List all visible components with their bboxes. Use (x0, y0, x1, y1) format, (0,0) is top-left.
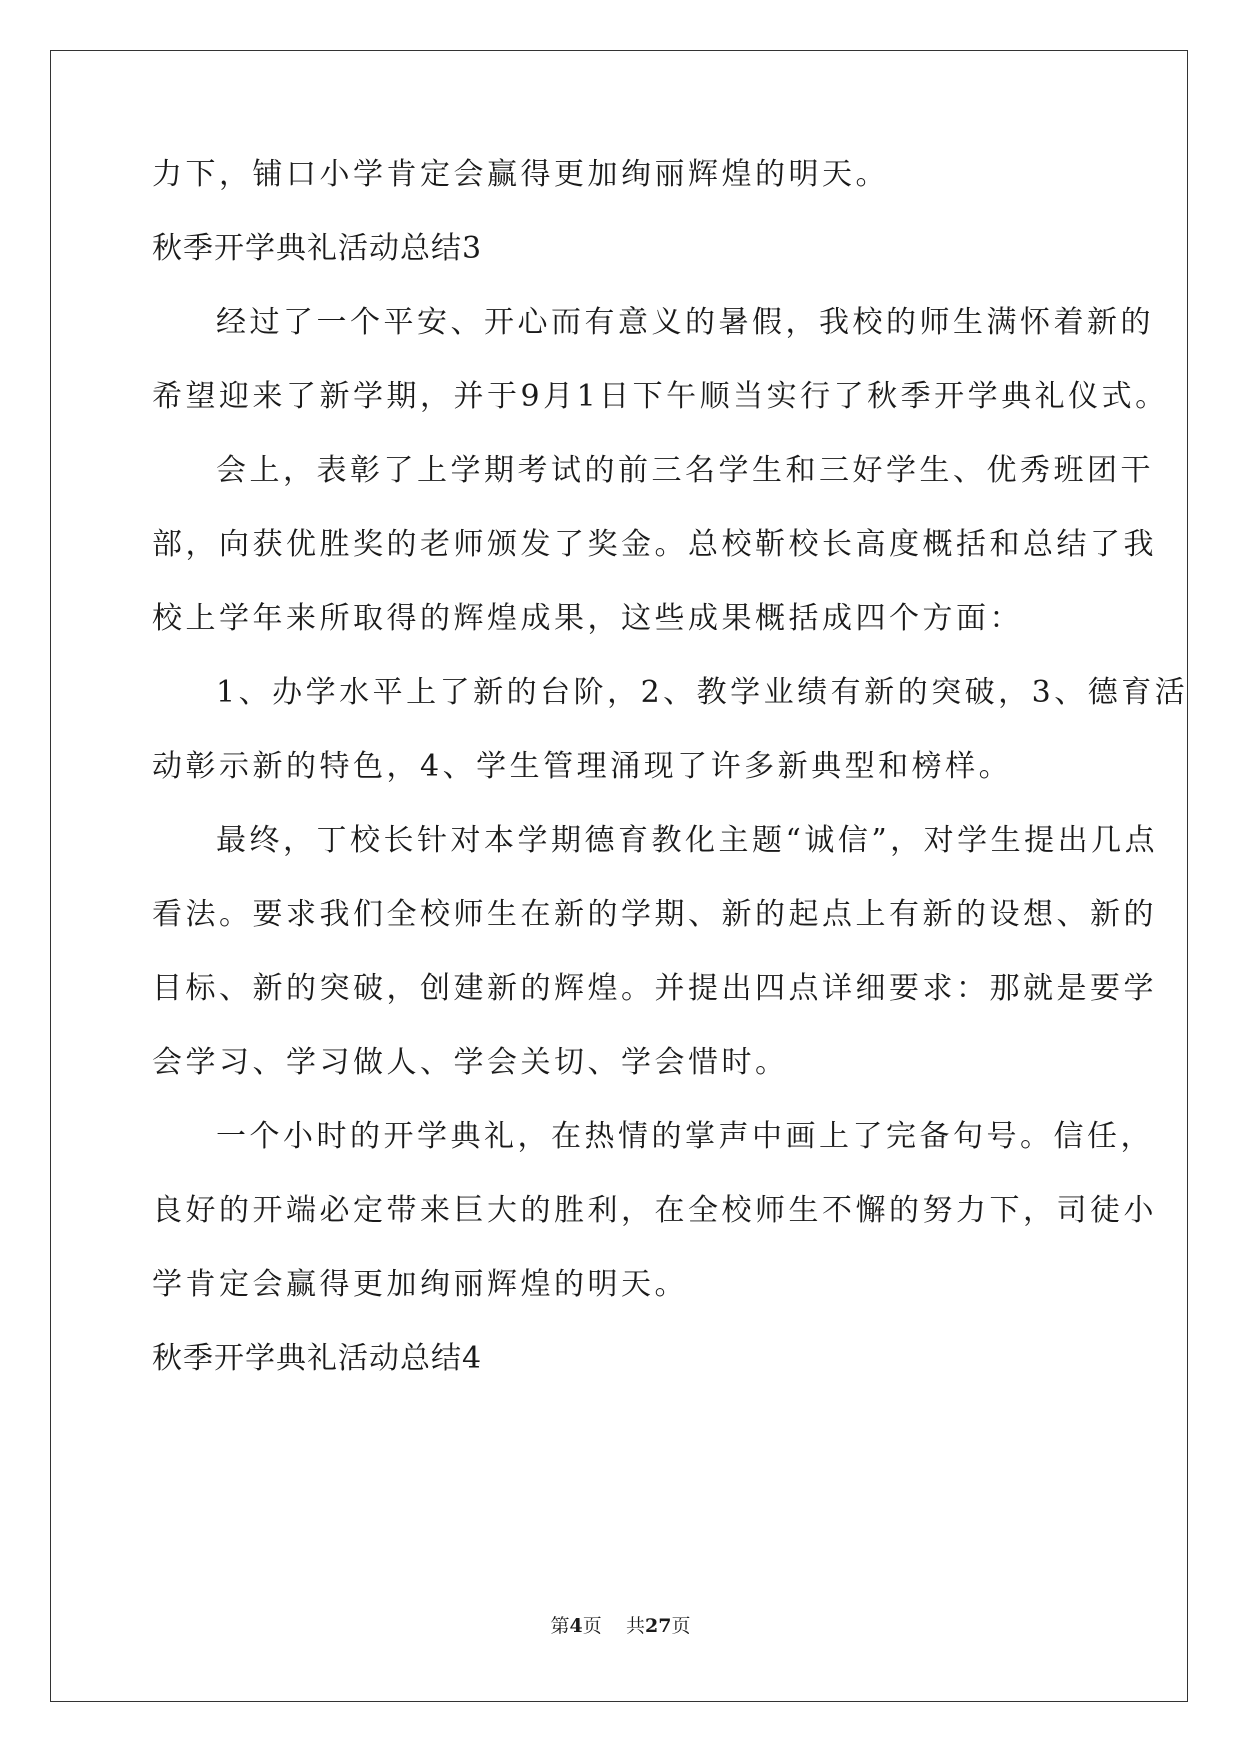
paragraph-line: 目标、新的突破，创建新的辉煌。并提出四点详细要求：那就是要学 (152, 971, 1157, 1006)
paragraph-line: 力下，铺口小学肯定会赢得更加绚丽辉煌的明天。 (152, 157, 889, 192)
current-page-number: 4 (569, 1615, 583, 1637)
paragraph-line: 希望迎来了新学期，并于9月1日下午顺当实行了秋季开学典礼仪式。 (152, 379, 1169, 414)
paragraph-line: 校上学年来所取得的辉煌成果，这些成果概括成四个方面： (152, 601, 1023, 636)
paragraph-line: 一个小时的开学典礼，在热情的掌声中画上了完备句号。信任， (216, 1119, 1154, 1154)
paragraph-line: 会学习、学习做人、学会关切、学会惜时。 (152, 1045, 789, 1080)
page-border (50, 50, 1188, 1702)
paragraph-line: 部，向获优胜奖的老师颁发了奖金。总校靳校长高度概括和总结了我 (152, 527, 1157, 562)
paragraph-line: 动彰示新的特色，4、学生管理涌现了许多新典型和榜样。 (152, 749, 1013, 784)
footer-page-word: 页 (582, 1615, 602, 1637)
paragraph-line: 学肯定会赢得更加绚丽辉煌的明天。 (152, 1267, 688, 1302)
section-heading: 秋季开学典礼活动总结4 (152, 1341, 483, 1376)
paragraph-line: 会上，表彰了上学期考试的前三名学生和三好学生、优秀班团干 (216, 453, 1154, 488)
paragraph-line: 经过了一个平安、开心而有意义的暑假，我校的师生满怀着新的 (216, 305, 1154, 340)
paragraph-line: 良好的开端必定带来巨大的胜利，在全校师生不懈的努力下，司徒小 (152, 1193, 1157, 1228)
page-footer (0, 1614, 1241, 1638)
paragraph-line: 最终，丁校长针对本学期德育教化主题“诚信”，对学生提出几点 (216, 823, 1159, 858)
footer-prefix: 第 (550, 1615, 570, 1637)
paragraph-line: 1、办学水平上了新的台阶，2、教学业绩有新的突破，3、德育活 (216, 675, 1189, 710)
footer-total-suffix: 页 (671, 1615, 691, 1637)
section-heading: 秋季开学典礼活动总结3 (152, 231, 483, 266)
footer-total-prefix: 共 (625, 1615, 645, 1637)
total-pages-number: 27 (644, 1615, 672, 1637)
paragraph-line: 看法。要求我们全校师生在新的学期、新的起点上有新的设想、新的 (152, 897, 1157, 932)
